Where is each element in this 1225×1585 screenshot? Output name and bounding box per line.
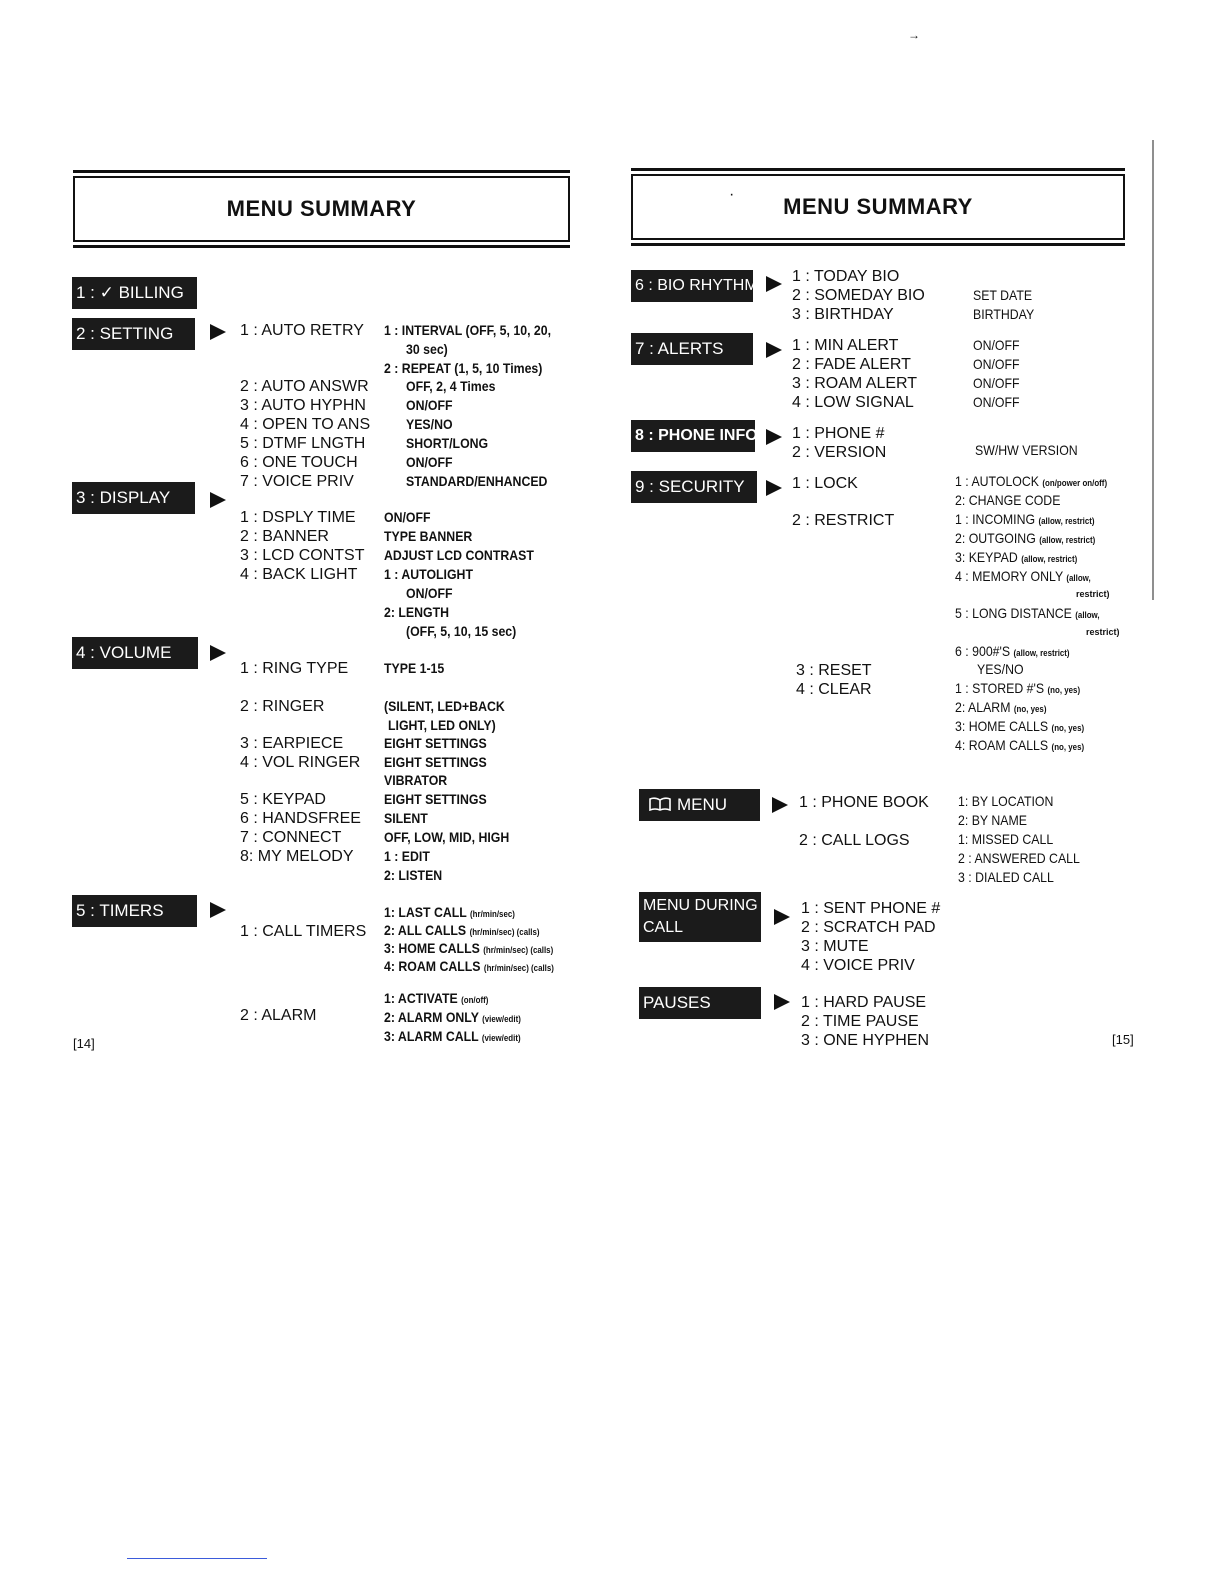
menu-option-2: 2 : CALL LOGS xyxy=(799,832,910,849)
right-title-box xyxy=(631,174,1125,240)
footer-link-underline xyxy=(127,1558,267,1559)
volume-value: VIBRATOR xyxy=(384,772,448,788)
timers-value: 3: ALARM CALL (view/edit) xyxy=(384,1028,521,1044)
setting-value: STANDARD/ENHANCED xyxy=(406,473,548,489)
left-title-box xyxy=(73,176,570,242)
alerts-option-3: 3 : ROAM ALERT xyxy=(792,375,918,392)
display-option-2: 2 : BANNER xyxy=(240,528,329,545)
setting-option-6: 6 : ONE TOUCH xyxy=(240,454,358,471)
section-volume-tag: 4 : VOLUME xyxy=(72,637,198,669)
timers-value: 2: ALL CALLS (hr/min/sec) (calls) xyxy=(384,922,540,938)
bio-option-2: 2 : SOMEDAY BIO xyxy=(792,287,925,304)
arrow-icon xyxy=(766,429,782,445)
security-option-2: 2 : RESTRICT xyxy=(792,512,895,529)
security-note: restrict) xyxy=(1086,627,1120,637)
display-value: (OFF, 5, 10, 15 sec) xyxy=(406,623,517,639)
bio-value: BIRTHDAY xyxy=(973,306,1035,322)
menu-value: 1: MISSED CALL xyxy=(958,831,1054,847)
alerts-value: ON/OFF xyxy=(973,394,1020,410)
display-option-1: 1 : DSPLY TIME xyxy=(240,509,356,526)
setting-option-7: 7 : VOICE PRIV xyxy=(240,473,354,490)
left-page-number: [14] xyxy=(73,1036,95,1051)
security-value: 2: CHANGE CODE xyxy=(955,492,1061,508)
arrow-icon xyxy=(774,909,790,925)
arrow-icon xyxy=(210,324,226,340)
bio-option-1: 1 : TODAY BIO xyxy=(792,268,900,285)
section-bio-rhythm-tag: 6 : BIO RHYTHM xyxy=(631,270,753,302)
section-phone-info-tag: 8 : PHONE INFO xyxy=(631,420,755,452)
security-value: 1 : STORED #'S (no, yes) xyxy=(955,680,1081,696)
setting-option-2: 2 : AUTO ANSWR xyxy=(240,378,369,395)
alerts-value: ON/OFF xyxy=(973,356,1020,372)
section-setting-tag: 2 : SETTING xyxy=(72,318,195,350)
setting-option-5: 5 : DTMF LNGTH xyxy=(240,435,366,452)
bio-value: SET DATE xyxy=(973,287,1033,303)
alerts-option-1: 1 : MIN ALERT xyxy=(792,337,899,354)
book-icon xyxy=(649,790,671,822)
pauses-option-1: 1 : HARD PAUSE xyxy=(801,994,927,1011)
timers-value: 4: ROAM CALLS (hr/min/sec) (calls) xyxy=(384,958,554,974)
menu-value: 2: BY NAME xyxy=(958,812,1027,828)
volume-option-6: 6 : HANDSFREE xyxy=(240,810,361,827)
alerts-value: ON/OFF xyxy=(973,375,1020,391)
during-call-option-1: 1 : SENT PHONE # xyxy=(801,900,941,917)
setting-value: ON/OFF xyxy=(406,454,453,470)
setting-value: 1 : INTERVAL (OFF, 5, 10, 20, xyxy=(384,322,552,338)
setting-value: ON/OFF xyxy=(406,397,453,413)
security-value: 2: ALARM (no, yes) xyxy=(955,699,1047,715)
setting-value: 2 : REPEAT (1, 5, 10 Times) xyxy=(384,360,543,376)
timers-value: 3: HOME CALLS (hr/min/sec) (calls) xyxy=(384,940,554,956)
volume-option-2: 2 : RINGER xyxy=(240,698,325,715)
arrow-icon xyxy=(210,902,226,918)
arrow-icon xyxy=(210,645,226,661)
volume-value: 1 : EDIT xyxy=(384,848,430,864)
menu-option-1: 1 : PHONE BOOK xyxy=(799,794,929,811)
display-value: 1 : AUTOLIGHT xyxy=(384,566,473,582)
setting-option-1: 1 : AUTO RETRY xyxy=(240,322,364,339)
phone-info-value: SW/HW VERSION xyxy=(975,442,1078,458)
setting-value: 30 sec) xyxy=(406,341,448,357)
section-display-tag: 3 : DISPLAY xyxy=(72,482,195,514)
display-option-4: 4 : BACK LIGHT xyxy=(240,566,358,583)
volume-value: OFF, LOW, MID, HIGH xyxy=(384,829,510,845)
security-value: 2: OUTGOING (allow, restrict) xyxy=(955,530,1096,546)
security-value: 3: HOME CALLS (no, yes) xyxy=(955,718,1085,734)
volume-option-8: 8: MY MELODY xyxy=(240,848,354,865)
arrow-icon xyxy=(766,276,782,292)
volume-option-7: 7 : CONNECT xyxy=(240,829,342,846)
security-value: 5 : LONG DISTANCE (allow, xyxy=(955,605,1100,621)
volume-option-4: 4 : VOL RINGER xyxy=(240,754,361,771)
section-menu-during-call-tag: MENU DURING CALL xyxy=(639,892,761,942)
security-option-4: 4 : CLEAR xyxy=(796,681,872,698)
volume-value: 2: LISTEN xyxy=(384,867,443,883)
setting-option-3: 3 : AUTO HYPHN xyxy=(240,397,366,414)
arrow-icon xyxy=(766,480,782,496)
alerts-option-4: 4 : LOW SIGNAL xyxy=(792,394,914,411)
alerts-option-2: 2 : FADE ALERT xyxy=(792,356,911,373)
volume-value: EIGHT SETTINGS xyxy=(384,791,487,807)
section-billing-tag: 1 : ✓ BILLING xyxy=(72,277,197,309)
display-value: ADJUST LCD CONTRAST xyxy=(384,547,534,563)
volume-option-1: 1 : RING TYPE xyxy=(240,660,349,677)
right-page-title: MENU SUMMARY xyxy=(783,194,973,219)
security-note: restrict) xyxy=(1076,589,1110,599)
security-option-3: 3 : RESET xyxy=(796,662,872,679)
section-alerts-tag: 7 : ALERTS xyxy=(631,333,753,365)
title-dot: · xyxy=(729,186,735,203)
scan-edge-line xyxy=(1152,140,1154,600)
section-security-tag: 9 : SECURITY xyxy=(631,471,757,503)
setting-value: YES/NO xyxy=(406,416,453,432)
timers-value: 2: ALARM ONLY (view/edit) xyxy=(384,1009,521,1025)
timers-option-1: 1 : CALL TIMERS xyxy=(240,923,367,940)
menu-value: 1: BY LOCATION xyxy=(958,793,1054,809)
section-pauses-tag: PAUSES xyxy=(639,987,761,1019)
security-option-1: 1 : LOCK xyxy=(792,475,858,492)
display-value: ON/OFF xyxy=(384,509,431,525)
display-value: ON/OFF xyxy=(406,585,453,601)
security-value: 1 : AUTOLOCK (on/power on/off) xyxy=(955,473,1108,489)
timers-value: 1: ACTIVATE (on/off) xyxy=(384,990,489,1006)
display-option-3: 3 : LCD CONTST xyxy=(240,547,365,564)
display-value: 2: LENGTH xyxy=(384,604,450,620)
timers-value: 1: LAST CALL (hr/min/sec) xyxy=(384,904,515,920)
pauses-option-3: 3 : ONE HYPHEN xyxy=(801,1032,930,1049)
volume-value: EIGHT SETTINGS xyxy=(384,754,487,770)
during-call-option-4: 4 : VOICE PRIV xyxy=(801,957,915,974)
volume-option-5: 5 : KEYPAD xyxy=(240,791,326,808)
security-value: 6 : 900#'S (allow, restrict) xyxy=(955,643,1070,659)
setting-option-4: 4 : OPEN TO ANS xyxy=(240,416,371,433)
alerts-value: ON/OFF xyxy=(973,337,1020,353)
timers-option-2: 2 : ALARM xyxy=(240,1007,317,1024)
section-timers-tag: 5 : TIMERS xyxy=(72,895,197,927)
security-value: YES/NO xyxy=(977,661,1024,677)
left-page-title: MENU SUMMARY xyxy=(226,196,417,221)
top-scribble-mark: → xyxy=(908,28,920,42)
volume-value: TYPE 1-15 xyxy=(384,660,445,676)
pauses-option-2: 2 : TIME PAUSE xyxy=(801,1013,919,1030)
volume-value: (SILENT, LED+BACK xyxy=(384,698,505,714)
arrow-icon xyxy=(210,492,226,508)
display-value: TYPE BANNER xyxy=(384,528,473,544)
volume-value: SILENT xyxy=(384,810,428,826)
menu-value: 2 : ANSWERED CALL xyxy=(958,850,1080,866)
section-menu-tag: MENU xyxy=(639,789,760,821)
during-call-option-2: 2 : SCRATCH PAD xyxy=(801,919,936,936)
setting-value: SHORT/LONG xyxy=(406,435,489,451)
security-value: 1 : INCOMING (allow, restrict) xyxy=(955,511,1095,527)
volume-value: EIGHT SETTINGS xyxy=(384,735,487,751)
arrow-icon xyxy=(774,994,790,1010)
volume-value: LIGHT, LED ONLY) xyxy=(388,717,496,733)
arrow-icon xyxy=(772,797,788,813)
during-call-option-3: 3 : MUTE xyxy=(801,938,869,955)
security-value: 4 : MEMORY ONLY (allow, xyxy=(955,568,1091,584)
right-page-number: [15] xyxy=(1112,1032,1134,1047)
arrow-icon xyxy=(766,342,782,358)
menu-value: 3 : DIALED CALL xyxy=(958,869,1054,885)
setting-value: OFF, 2, 4 Times xyxy=(406,378,496,394)
phone-info-option-1: 1 : PHONE # xyxy=(792,425,885,442)
security-value: 3: KEYPAD (allow, restrict) xyxy=(955,549,1078,565)
phone-info-option-2: 2 : VERSION xyxy=(792,444,887,461)
bio-option-3: 3 : BIRTHDAY xyxy=(792,306,894,323)
volume-option-3: 3 : EARPIECE xyxy=(240,735,344,752)
security-value: 4: ROAM CALLS (no, yes) xyxy=(955,737,1085,753)
